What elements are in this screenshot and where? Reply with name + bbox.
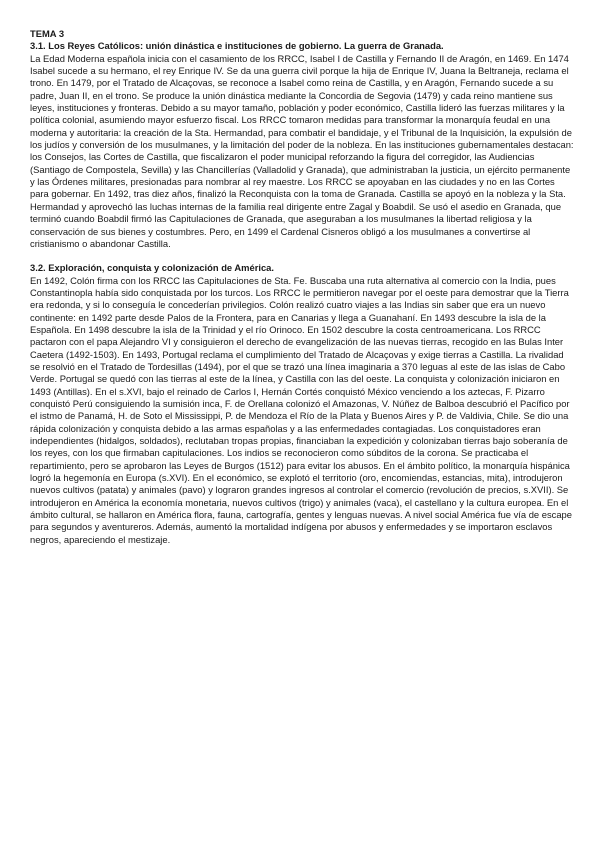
- document-page: [30, 28, 575, 546]
- section-body-america: En 1492, Colón firma con los RRCC las Capitulaciones de Sta. Fe. Buscaba una ruta alternativa al comercio con la India, pues Constantinopla había sido conquistada por los turcos. Los RRCC le permitieron navegar por el oeste para demostrar que la Tierra era redonda, y si lo conseguía le concederían privilegios. Colón realizó cuatro viajes a las Indias sin saber que era un nuevo continente: en 1492 parte desde Palos de la Frontera, para en Canarias y llega a Guanahaní. En 1493 descubre la isla de la Española. En 1498 descubre la isla de la Trinidad y el río Orinoco. En 1502 descubre la costa centroamericana. Los RRCC pactaron con el papa Alejandro VI y consiguieron el derecho de evangelización de las nuevas tierras, recogido en las Bulas Inter Caetera (1492-1503). En 1493, Portugal reclama el cumplimiento del Tratado de Alcaçovas y exige tierras a Castilla. La rivalidad se resolvió en el Tratado de Tordesillas (1494), por el que se trazó una línea imaginaria a 370 leguas al este de las islas de Cabo Verde. Portugal se quedó con las tierras al este de la línea, y Castilla con las del oeste. La conquista y colonización iniciaron en 1493 (Antillas). En el s.XVI, bajo el reinado de Carlos I, Hernán Cortés conquistó México venciendo a los aztecas, F. Pizarro conquistó Perú consiguiendo la sumisión inca, F. de Orellana colonizó el Amazonas, V. Núñez de Balboa descubrió el Pacífico por el istmo de Panamá, H. de Soto el Mississippi, P. de Mendoza el Río de la Plata y Buenos Aires y P. de Valdivia, Chile. Se dio una rápida colonización y conquista debido a las armas españolas y a las enfermedades contagiadas. Los conquistadores eran independientes (hidalgos, soldados), reclutaban tropas propias, financiaban la expedición y colonizaban tierras bajo soberanía de los reyes, con los que firmaban capitulaciones. Los indios se reconocieron como súbditos de la corona. Se practicaba el repartimiento, pero se aprobaron las Leyes de Burgos (1512) para evitar los abusos. En el ámbito político, la monarquía hispánica logró la hegemonía en Europa (s.XVI). En el económico, se explotó el territorio (oro, encomiendas, estancias, mita), introdujeron nuevos cultivos (patata) y animales (pavo) y lograron grandes ingresos al controlar el comercio (revolución de precios, s.XVII). Se introdujeron en América la economía monetaria, nuevos cultivos (trigo) y animales (vaca), el castellano y la cultura europea. En el ámbito cultural, se hallaron en América flora, fauna, cartografía, gentes y lenguas nuevas. A nivel social América fue vía de escape para segundos y aventureros. Además, aumentó la mortalidad indígena por abusos y enfermedades y se importaron esclavos negros, apareciendo el mestizaje.: [30, 274, 572, 545]
- document-title: TEMA 3: [30, 28, 65, 39]
- section-spacer: [30, 250, 575, 262]
- section-heading-america: 3.2. Exploración, conquista y colonización de América.: [30, 262, 274, 274]
- section-heading-reyes-catolicos: 3.1. Los Reyes Católicos: unión dinástica e instituciones de gobierno. La guerra de Granada.: [30, 40, 444, 52]
- section-body-reyes-catolicos: La Edad Moderna española inicia con el casamiento de los RRCC, Isabel I de Castilla y Fernando II de Aragón, en 1469. En 1474 Isabel sucede a su hermano, el rey Enrique IV. Se da una guerra civil porque la hija de Enrique IV, Juana la Beltraneja, reclama el trono. En 1479, por el Tratado de Alcaçovas, se reconoce a Isabel como reina de Castilla, y en Aragón, Fernando sucede a su padre, Juan II, en el trono. Se produce la unión dinástica mediante la Concordia de Segovia (1479) y cada reino mantiene sus leyes, instituciones y fronteras. Debido a su mayor tamaño, población y poder económico, Castilla lideró las fuerzas militares y la política colonial, asumiendo mayor esfuerzo fiscal. Los RRCC tomaron medidas para transformar la monarquía feudal en una moderna y autoritaria: la creación de la Sta. Hermandad, para combatir el bandidaje, y el Tribunal de la Inquisición, la expulsión de los judíos y conversión de los musulmanes, y la limitación del poder de la nobleza. En las instituciones gubernamentales destacan: los Consejos, las Cortes de Castilla, que fiscalizaron el poder municipal reforzando la figura del corregidor, las Audiencias (Santiago de Compostela, Sevilla) y las Chancillerías (Valladolid y Granada), que administraban la justicia, un ejército permanente y las Órdenes militares, presionadas para nombrar al rey maestre. Los RRCC se apoyaban en las ciudades y no en las Cortes para gobernar. En 1492, tras diez años, finalizó la Reconquista con la toma de Granada. Castilla se apoyó en la nobleza y la Sta. Hermandad y aprovechó las luchas internas de la familia real dirigente entre Zagal y Boabdil. Se usó el asedio en Granada, que terminó cuando Boabdil firmó las Capitulaciones de Granada, que aseguraban a los musulmanes la libertad religiosa y la conservación de sus bienes y costumbres. Pero, en 1499 el Cardenal Cisneros obligó a los musulmanes a convertirse al cristianismo o abandonar Castilla.: [30, 52, 574, 249]
